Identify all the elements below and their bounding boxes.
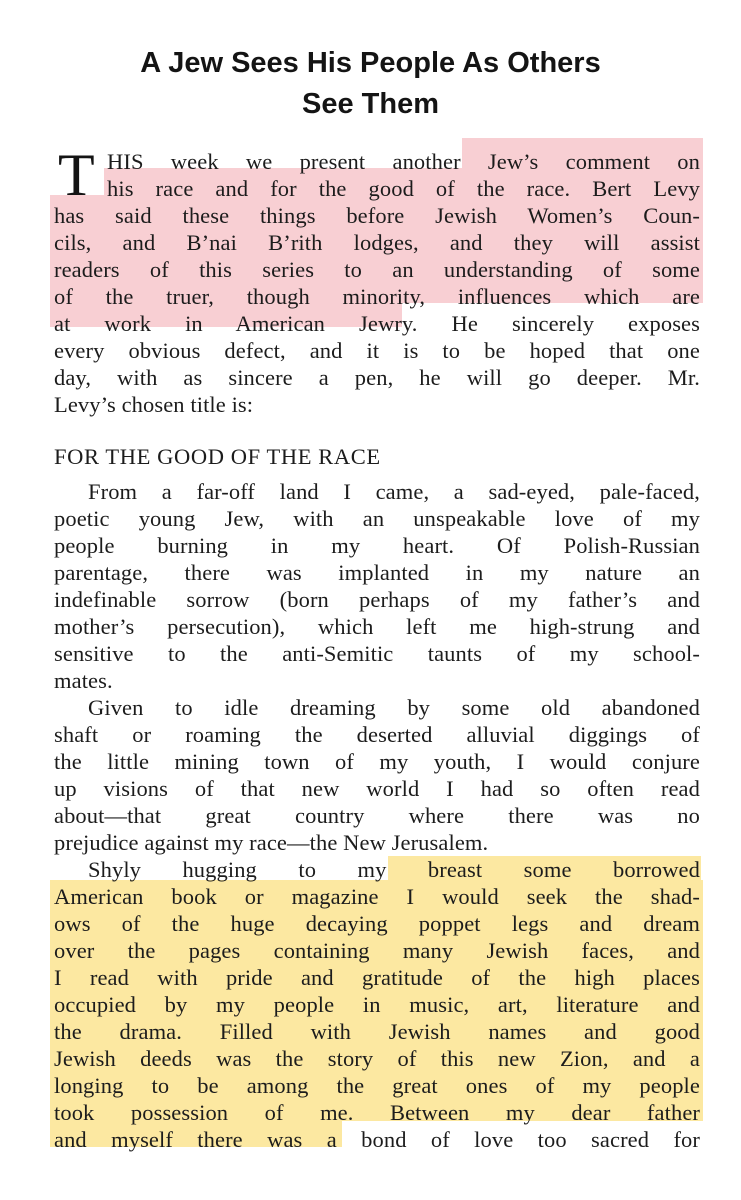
intro-line: at work in American Jewry. He sincerely exposes (54, 311, 700, 336)
body-line: sensitive to the anti-Semitic taunts of my school- (54, 641, 700, 666)
body-line: people burning in my heart. Of Polish-Russian (54, 533, 700, 558)
intro-line: readers of this series to an understanding of some (54, 257, 700, 282)
article-title-line-1: A Jew Sees His People As Others (140, 47, 601, 79)
intro-line: day, with as sincere a pen, he will go deeper. Mr. (54, 365, 700, 390)
intro-line: Levy’s chosen title is: (54, 392, 254, 417)
body-line: mother’s persecution), which left me high-strung and (54, 614, 700, 639)
drop-cap: T (58, 142, 95, 208)
body-line: prejudice against my race—the New Jerusalem. (54, 830, 489, 855)
body-line: parentage, there was implanted in my nature an (54, 560, 700, 585)
body-line: Shyly hugging to my breast some borrowed (88, 857, 700, 882)
body-line: over the pages containing many Jewish faces, and (54, 938, 700, 963)
section-heading: FOR THE GOOD OF THE RACE (54, 444, 381, 469)
body-line: occupied by my people in music, art, literature and (54, 992, 700, 1017)
intro-line: HIS week we present another Jew’s comment on (107, 149, 700, 174)
body-line: shaft or roaming the deserted alluvial diggings of (54, 722, 700, 747)
intro-line: cils, and B’nai B’rith lodges, and they will assist (54, 230, 700, 255)
body-line: the drama. Filled with Jewish names and good (54, 1019, 700, 1044)
body-line: up visions of that new world I had so often read (54, 776, 700, 801)
intro-line: has said these things before Jewish Women’s Coun- (54, 203, 700, 228)
body-line: From a far-off land I came, a sad-eyed, pale-faced, (88, 479, 700, 504)
body-line: I read with pride and gratitude of the high places (54, 965, 700, 990)
body-line: American book or magazine I would seek the shad- (54, 884, 700, 909)
body-line: about—that great country where there was no (54, 803, 700, 828)
article-title-line-2: See Them (302, 88, 439, 120)
body-line: indefinable sorrow (born perhaps of my father’s and (54, 587, 700, 612)
intro-line: of the truer, though minority, influences which are (54, 284, 700, 309)
body-line: ows of the huge decaying poppet legs and dream (54, 911, 700, 936)
body-line: mates. (54, 668, 113, 693)
body-line: took possession of me. Between my dear father (54, 1100, 700, 1125)
body-line: the little mining town of my youth, I would conjure (54, 749, 700, 774)
body-line: and myself there was a bond of love too sacred for (54, 1127, 700, 1152)
intro-line: every obvious defect, and it is to be hoped that one (54, 338, 700, 363)
body-line: Given to idle dreaming by some old abandoned (88, 695, 700, 720)
body-line: poetic young Jew, with an unspeakable love of my (54, 506, 700, 531)
body-line: longing to be among the great ones of my people (54, 1073, 700, 1098)
intro-line: his race and for the good of the race. Bert Levy (107, 176, 700, 201)
body-line: Jewish deeds was the story of this new Zion, and a (54, 1046, 700, 1071)
